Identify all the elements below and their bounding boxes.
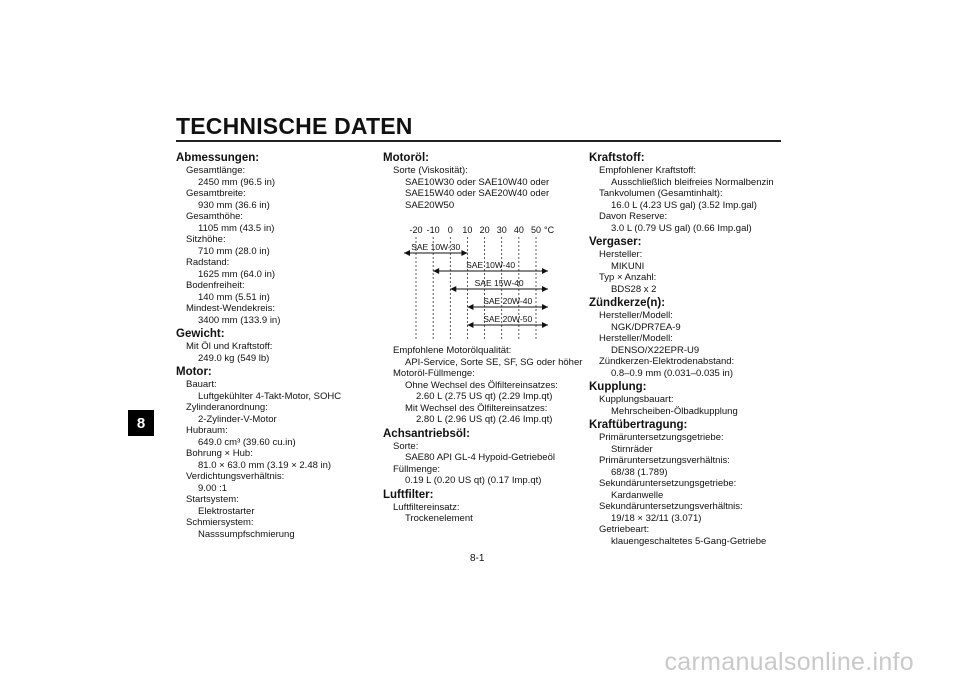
section-heading-luftfilter: Luftfilter: — [383, 488, 434, 501]
range-arrowhead — [450, 286, 456, 292]
spec-value: 3.0 L (0.79 US gal) (0.66 Imp.gal) — [611, 222, 752, 234]
spec-label: Verdichtungsverhältnis: — [186, 471, 285, 482]
spec-value: klauengeschaltetes 5-Gang-Getriebe — [611, 535, 767, 547]
spec-value: 710 mm (28.0 in) — [198, 245, 270, 257]
spec-value: Ausschließlich bleifreies Normalbenzin — [611, 176, 774, 188]
spec-value: 16.0 L (4.23 US gal) (3.52 Imp.gal) — [611, 199, 757, 211]
series-label: SAE 15W-40 — [474, 278, 524, 288]
spec-value: SAE15W40 oder SAE20W40 oder — [405, 188, 550, 199]
range-arrowhead — [467, 322, 473, 328]
spec-value: 2.80 L (2.96 US qt) (2.46 Imp.qt) — [416, 414, 553, 425]
spec-value: Trockenelement — [405, 513, 473, 524]
tick-label: 50 — [530, 225, 542, 235]
section-heading-kupplung: Kupplung: — [589, 381, 647, 393]
viscosity-chart-svg — [383, 221, 583, 341]
spec-value: 1105 mm (43.5 in) — [198, 222, 275, 234]
spec-value: BDS28 x 2 — [611, 283, 657, 295]
series-label: SAE 10W-40 — [466, 260, 516, 270]
spec-label: Zündkerzen-Elektrodenabstand: — [599, 356, 735, 367]
spec-label: Gesamtbreite: — [186, 188, 246, 199]
spec-label: Getriebeart: — [599, 524, 650, 535]
range-arrowhead — [542, 322, 548, 328]
spec-label: Primäruntersetzungsgetriebe: — [599, 432, 724, 443]
spec-label: Füllmenge: — [393, 463, 440, 475]
spec-label: Primäruntersetzungsverhältnis: — [599, 455, 730, 466]
watermark-text: carmanualsonline.info — [664, 648, 914, 676]
spec-value: Nasssumpfschmierung — [198, 528, 295, 540]
section-heading-vergaser: Vergaser: — [589, 236, 642, 248]
section-heading-abmessungen: Abmessungen: — [176, 152, 260, 164]
spec-label: Sitzhöhe: — [186, 234, 226, 245]
spec-label: Tankvolumen (Gesamtinhalt): — [599, 188, 723, 199]
spec-label: Zylinderanordnung: — [186, 402, 268, 413]
spec-value: Mehrscheiben-Ölbadkupplung — [611, 405, 738, 417]
tick-label: -20 — [409, 225, 423, 235]
spec-value: Luftgekühlter 4-Takt-Motor, SOHC — [198, 390, 342, 402]
spec-label: Gesamtlänge: — [186, 165, 246, 176]
range-arrowhead — [433, 268, 439, 274]
series-label: SAE 20W-50 — [483, 314, 533, 324]
series-label: SAE 10W-30 — [411, 242, 461, 252]
viscosity-chart — [383, 221, 583, 341]
spec-value: Stirnräder — [611, 443, 653, 455]
spec-value: 3400 mm (133.9 in) — [198, 314, 281, 326]
page-number: 8-1 — [470, 553, 485, 564]
range-arrowhead — [467, 304, 473, 310]
spec-value: 2450 mm (96.5 in) — [198, 176, 276, 188]
section-heading-motor: Motor: — [176, 366, 212, 378]
tick-label: -10 — [426, 225, 440, 235]
spec-label: Empfohlener Kraftstoff: — [599, 165, 696, 176]
tick-label: 30 — [496, 225, 507, 235]
spec-label: Hersteller/Modell: — [599, 333, 673, 344]
spec-value: 2-Zylinder-V-Motor — [198, 413, 277, 425]
spec-value: 68/38 (1.789) — [611, 466, 668, 478]
page-title: TECHNISCHE DATEN — [176, 113, 413, 139]
spec-value: 9.00 :1 — [198, 482, 228, 494]
spec-label: Mit Wechsel des Ölfiltereinsatzes: — [405, 402, 548, 414]
spec-value: 140 mm (5.51 in) — [198, 291, 270, 303]
spec-value: 930 mm (36.6 in) — [198, 199, 270, 211]
series-label: SAE 20W-40 — [483, 296, 533, 306]
section-heading-zuendkerze: Zündkerze(n): — [589, 297, 666, 309]
spec-value: SAE20W50 — [405, 199, 455, 211]
spec-label: Schmiersystem: — [186, 517, 254, 528]
section-heading-motoroel: Motoröl: — [383, 152, 429, 164]
spec-label: Hersteller: — [599, 249, 643, 260]
spec-value: 649.0 cm³ (39.60 cu.in) — [198, 436, 296, 448]
spec-label: Mindest-Wendekreis: — [186, 303, 276, 314]
unit-label: °C — [544, 225, 555, 235]
range-arrowhead — [461, 250, 467, 256]
range-arrowhead — [542, 304, 548, 310]
tick-label: 40 — [513, 225, 524, 235]
title-rule — [176, 140, 781, 142]
spec-label: Bodenfreiheit: — [186, 280, 245, 291]
spec-label: Bohrung × Hub: — [186, 448, 253, 459]
spec-label: Radstand: — [186, 257, 230, 268]
spec-label: Typ × Anzahl: — [599, 272, 657, 283]
spec-value: SAE80 API GL-4 Hypoid-Getriebeöl — [405, 452, 555, 463]
spec-value: 81.0 × 63.0 mm (3.19 × 2.48 in) — [198, 459, 332, 471]
spec-label: Luftfiltereinsatz: — [393, 501, 460, 513]
range-arrowhead — [542, 268, 548, 274]
tick-label: 0 — [447, 225, 453, 235]
spec-label: Ohne Wechsel des Ölfiltereinsatzes: — [405, 379, 558, 391]
spec-value: 249.0 kg (549 lb) — [198, 352, 270, 364]
tick-label: 20 — [479, 225, 490, 235]
column-left — [176, 150, 366, 540]
spec-label: Startsystem: — [186, 494, 239, 505]
spec-value: 2.60 L (2.75 US qt) (2.29 Imp.qt) — [416, 391, 553, 402]
spec-label: Kupplungsbauart: — [599, 394, 674, 405]
range-arrowhead — [542, 286, 548, 292]
spec-label: Davon Reserve: — [599, 211, 668, 222]
spec-label: Bauart: — [186, 379, 217, 390]
spec-value: Elektrostarter — [198, 505, 255, 517]
spec-value: 19/18 × 32/11 (3.071) — [611, 512, 702, 524]
column-middle — [383, 150, 583, 525]
section-heading-kraftuebertragung: Kraftübertragung: — [589, 419, 688, 431]
spec-label: Mit Öl und Kraftstoff: — [186, 341, 273, 352]
section-heading-gewicht: Gewicht: — [176, 328, 225, 340]
spec-value: 0.8–0.9 mm (0.031–0.035 in) — [611, 367, 733, 379]
tick-label: 10 — [462, 225, 473, 235]
spec-value: DENSO/X22EPR-U9 — [611, 344, 700, 356]
chapter-tab: 8 — [128, 410, 154, 436]
spec-value: NGK/DPR7EA-9 — [611, 321, 681, 333]
section-heading-kraftstoff: Kraftstoff: — [589, 152, 645, 164]
spec-label: Sorte: — [393, 440, 419, 452]
spec-label: Sekundäruntersetzungsgetriebe: — [599, 478, 737, 489]
range-arrowhead — [404, 250, 410, 256]
spec-label: Hersteller/Modell: — [599, 310, 673, 321]
spec-label: Gesamthöhe: — [186, 211, 244, 222]
spec-value: Kardanwelle — [611, 489, 664, 501]
spec-label: Empfohlene Motorölqualität: — [393, 345, 512, 356]
spec-label: Sekundäruntersetzungsverhältnis: — [599, 501, 743, 512]
section-heading-achsantriebsoel: Achsantriebsöl: — [383, 427, 470, 440]
spec-label: Sorte (Viskosität): — [393, 165, 468, 176]
column-right — [589, 150, 781, 547]
spec-value: 0.19 L (0.20 US qt) (0.17 Imp.qt) — [405, 475, 542, 486]
spec-label: Hubraum: — [186, 425, 228, 436]
spec-value: 1625 mm (64.0 in) — [198, 268, 276, 280]
spec-value: SAE10W30 oder SAE10W40 oder — [405, 176, 550, 188]
spec-value: API-Service, Sorte SE, SF, SG oder höher — [405, 356, 583, 368]
spec-value: MIKUNI — [611, 260, 645, 272]
spec-label: Motoröl-Füllmenge: — [393, 368, 475, 379]
